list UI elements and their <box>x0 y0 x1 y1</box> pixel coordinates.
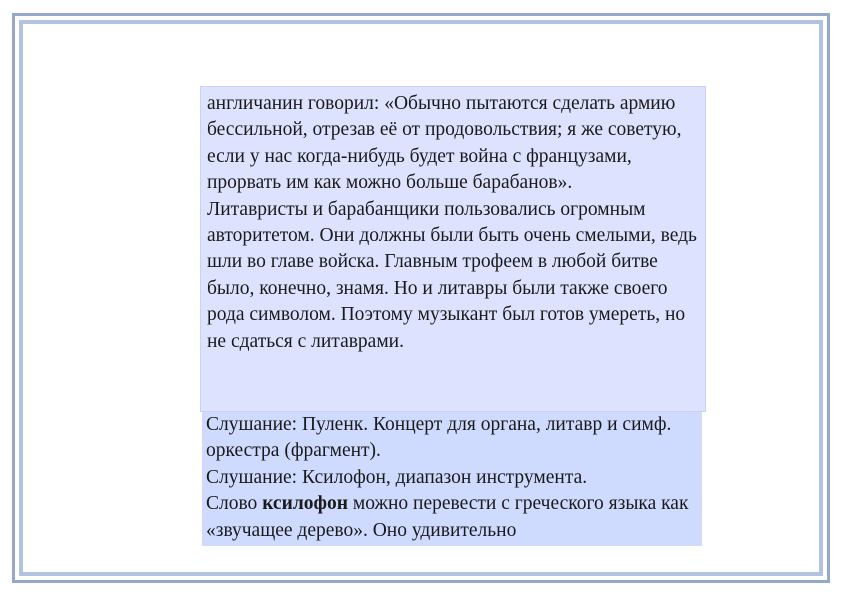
text-box-lower <box>202 412 702 546</box>
word-prefix: Слово <box>206 493 263 515</box>
paragraph-timpanists: Литавристы и барабанщики пользовались огромным авторитетом. Они должны были быть очень смелыми, ведь шли во главе войска. Главным трофеем в любой битве было, конечно, знамя. Но и литавры были также своего рода символом. Поэтому музыкант был готов умереть, но не сдаться с литаврами. <box>207 198 697 352</box>
paragraph-quote: англичанин говорил: «Обычно пытаются сделать армию бессильной, отрезав её от продовольствия; я же советую, если у нас когда-нибудь будет война с французами, прорвать им как можно больше барабанов». <box>207 93 682 194</box>
paragraph-listening-xylophone: Слушание: Ксилофон, диапазон инструмента. <box>206 466 588 488</box>
word-xylophone-bold: ксилофон <box>262 493 348 515</box>
paragraph-xylophone-word <box>206 491 698 544</box>
paragraph-listening-poulenc: Слушание: Пуленк. Концерт для органа, литавр и симф. оркестра (фрагмент). <box>206 414 672 462</box>
text-box-upper <box>200 86 706 412</box>
word-suffix: можно перевести с греческого языка как «звучащее дерево». Оно удивительно <box>206 493 689 541</box>
